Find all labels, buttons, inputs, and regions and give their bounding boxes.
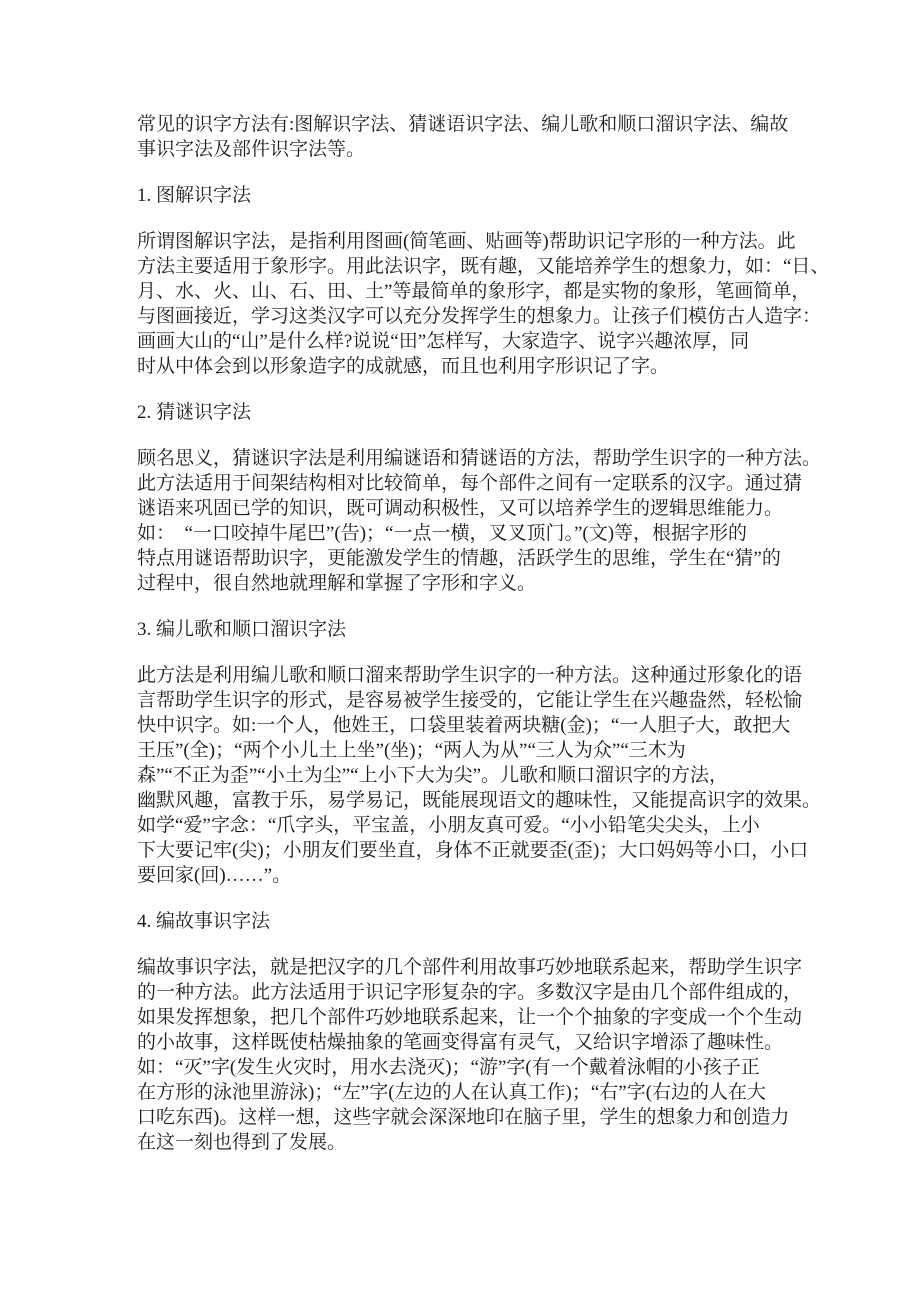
text-line: 此方法适用于间架结构相对比较简单，每个部件之间有一定联系的汉字。通过猜 [137, 473, 803, 494]
text-line: 如： “一口咬掉牛尾巴”(告)；“一点一横，叉叉顶门。”(文)等，根据字形的 [137, 523, 748, 544]
section-1-heading [137, 183, 807, 208]
text-line: 言帮助学生识字的形式，是容易被学生接受的，它能让学生在兴趣盎然，轻松愉 [137, 690, 803, 711]
text-line: 下大要记牢(尖)；小朋友们要坐直，身体不正就要歪(歪)；大口妈妈等小口，小口 [137, 840, 809, 861]
text-line: 事识字法及部件识字法等。 [137, 139, 366, 160]
text-line: 如：“灭”字(发生火灾时，用水去浇灭)；“游”字(有一个戴着泳帽的小孩子正 [137, 1057, 760, 1078]
text-line: 编故事识字法，就是把汉字的几个部件利用故事巧妙地联系起来，帮助学生识字 [137, 957, 803, 978]
section-3-paragraph [137, 663, 822, 888]
text-line: 常见的识字方法有:图解识字法、猜谜语识字法、编儿歌和顺口溜识字法、编故 [137, 114, 789, 135]
text-line: 快中识字。如:一个人，他姓王，口袋里装着两块糖(金)；“一人胆子大，敢把大 [137, 715, 791, 736]
text-line: 的小故事，这样既使枯燥抽象的笔画变得富有灵气，又给识字增添了趣味性。 [137, 1032, 784, 1053]
text-line: 幽默风趣，富教于乐，易学易记，既能展现语文的趣味性，又能提高识字的效果。 [137, 790, 822, 811]
text-line: 特点用谜语帮助识字，更能激发学生的情趣，活跃学生的思维，学生在“猜”的 [137, 548, 781, 569]
section-3-heading [137, 617, 807, 642]
section-4-heading-text: 4. 编故事识字法 [137, 911, 271, 932]
section-1-heading-text: 1. 图解识字法 [137, 185, 252, 206]
text-line: 此方法是利用编儿歌和顺口溜来帮助学生识字的一种方法。这种通过形象化的语 [137, 665, 803, 686]
section-2-heading-text: 2. 猜谜识字法 [137, 402, 252, 423]
text-line: 的一种方法。此方法适用于识记字形复杂的字。多数汉字是由几个部件组成的， [137, 982, 803, 1003]
section-2-paragraph [137, 446, 822, 596]
document-text [137, 112, 830, 1155]
section-4-heading [137, 909, 807, 934]
text-line: 谜语来巩固已学的知识，既可调动积极性，又可以培养学生的逻辑思维能力。 [137, 498, 784, 519]
text-line: 如果发挥想象，把几个部件巧妙地联系起来，让一个个抽象的字变成一个个生动 [137, 1007, 803, 1028]
text-line: 与图画接近，学习这类汉字可以充分发挥学生的想象力。让孩子们模仿古人造字： [137, 306, 822, 327]
text-line: 画画大山的“山”是什么样?说说“田”怎样写，大家造字、说字兴趣浓厚，同 [137, 331, 750, 352]
intro-paragraph [137, 112, 807, 162]
text-line: 在方形的泳池里游泳)；“左”字(左边的人在认真工作)；“右”字(右边的人在大 [137, 1082, 767, 1103]
section-3-heading-text: 3. 编儿歌和顺口溜识字法 [137, 619, 347, 640]
text-line: 口吃东西)。这样一想，这些字就会深深地印在脑子里，学生的想象力和创造力 [137, 1107, 790, 1128]
section-1-paragraph [137, 229, 830, 379]
text-line: 月、水、火、山、石、田、土”等最简单的象形字，都是实物的象形，笔画简单， [137, 281, 811, 302]
text-line: 如学“爱”字念：“爪字头，平宝盖，小朋友真可爱。“小小铅笔尖尖头，上小 [137, 815, 760, 836]
text-line: 在这一刻也得到了发展。 [137, 1132, 347, 1153]
text-line: 方法主要适用于象形字。用此法识字，既有趣，又能培养学生的想象力，如：“日、 [137, 256, 830, 277]
text-line: 森”“不正为歪”“小土为尘”“上小下大为尖”。儿歌和顺口溜识字的方法， [137, 765, 729, 786]
section-4-paragraph [137, 955, 807, 1155]
text-line: 所谓图解识字法，是指利用图画(简笔画、贴画等)帮助识记字形的一种方法。此 [137, 231, 796, 252]
text-line: 王压”(全)；“两个小儿土上坐”(坐)；“两人为从”“三人为众”“三木为 [137, 740, 686, 761]
section-2-heading [137, 400, 807, 425]
text-line: 时从中体会到以形象造字的成就感，而且也利用字形识记了字。 [137, 356, 670, 377]
text-line: 过程中，很自然地就理解和掌握了字形和字义。 [137, 573, 537, 594]
text-line: 顾名思义，猜谜识字法是利用编谜语和猜谜语的方法，帮助学生识字的一种方法。 [137, 448, 822, 469]
text-line: 要回家(回)……”。 [137, 865, 292, 886]
